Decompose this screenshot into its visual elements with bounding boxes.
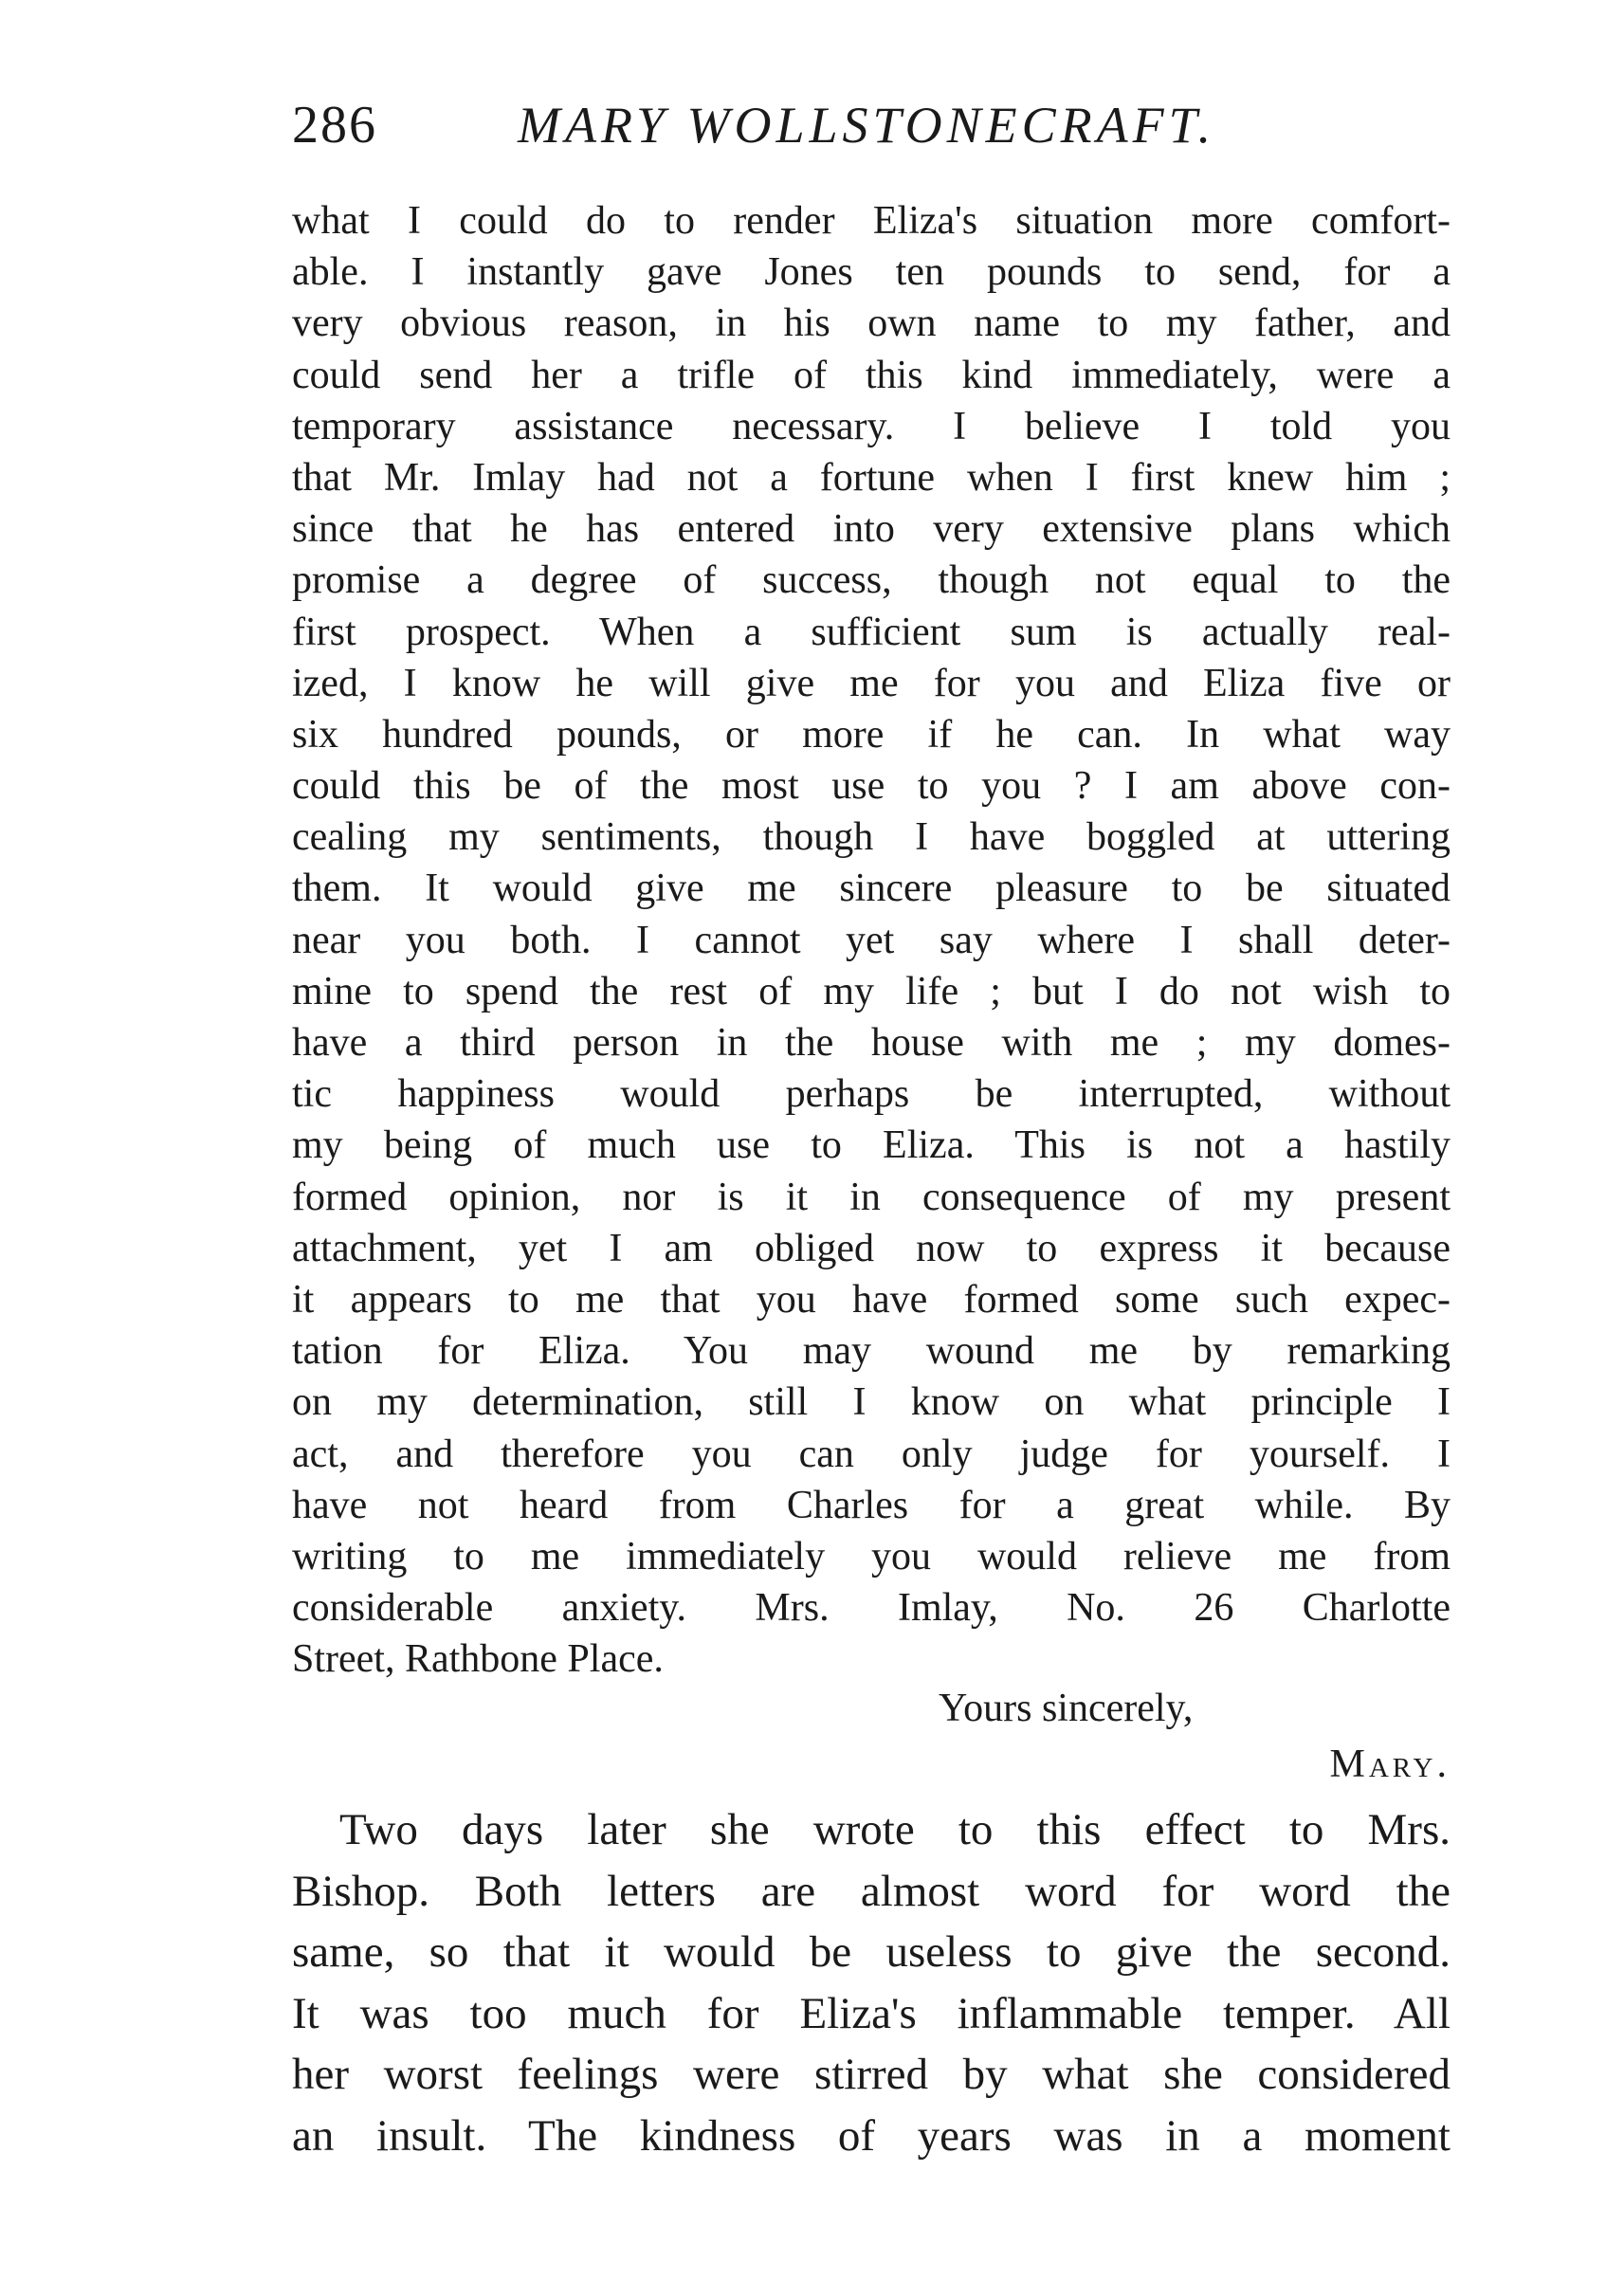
narrative-line: It was too much for Eliza's inflammable temper. All (292, 1988, 1451, 2038)
letter-line: first prospect. When a sufficient sum is actually real- (292, 610, 1451, 654)
narrative-line: her worst feelings were stirred by what she considered (292, 2050, 1451, 2099)
letter-line: act, and therefore you can only judge for yourself. I (292, 1432, 1451, 1476)
letter-line: near you both. I cannot yet say where I shall deter- (292, 918, 1451, 962)
letter-line: tation for Eliza. You may wound me by remarking (292, 1329, 1451, 1374)
letter-line: Street, Rathbone Place. (292, 1637, 664, 1682)
letter-line: formed opinion, nor is it in consequence of my present (292, 1175, 1451, 1219)
letter-line: attachment, yet I am obliged now to express it because (292, 1226, 1451, 1270)
letter-line: my being of much use to Eliza. This is not a hastily (292, 1123, 1451, 1168)
letter-line: tic happiness would perhaps be interrupted, without (292, 1072, 1451, 1117)
letter-line: ized, I know he will give me for you and Eliza five or (292, 661, 1451, 705)
letter-line: it appears to me that you have formed some such expec- (292, 1277, 1451, 1322)
letter-line: six hundred pounds, or more if he can. In what way (292, 712, 1451, 757)
letter-line: considerable anxiety. Mrs. Imlay, No. 26 Charlotte (292, 1586, 1451, 1631)
letter-line: could this be of the most use to you ? I am above con- (292, 764, 1451, 809)
letter-line: temporary assistance necessary. I believe I told you (292, 404, 1451, 448)
running-title: MARY WOLLSTONECRAFT. (518, 97, 1216, 154)
letter-line: very obvious reason, in his own name to my father, and (292, 301, 1451, 346)
letter-line: on my determination, still I know on what principle I (292, 1380, 1451, 1425)
letter-line: could send her a trifle of this kind immediately, were a (292, 353, 1451, 397)
letter-signature: Mary. (1329, 1743, 1451, 1786)
letter-line: have a third person in the house with me ; my domes- (292, 1021, 1451, 1065)
narrative-line: an insult. The kindness of years was in a moment (292, 2110, 1451, 2161)
letter-line: mine to spend the rest of my life ; but I do not wish to (292, 969, 1451, 1013)
page-header (292, 87, 1458, 163)
page-number: 286 (292, 96, 377, 155)
letter-line: them. It would give me sincere pleasure to be situated (292, 867, 1451, 911)
letter-line: what I could do to render Eliza's situation more comfort- (292, 199, 1451, 243)
letter-line: since that he has entered into very extensive plans which (292, 507, 1451, 552)
letter-line: have not heard from Charles for a great while. By (292, 1483, 1451, 1527)
letter-line: cealing my sentiments, though I have boggled at uttering (292, 815, 1451, 860)
letter-line: writing to me immediately you would relieve me from (292, 1534, 1451, 1578)
narrative-line: same, so that it would be useless to give the second. (292, 1927, 1451, 1977)
letter-line: able. I instantly gave Jones ten pounds to send, for a (292, 250, 1451, 295)
narrative-paragraph (292, 1799, 1451, 2166)
letter-line: promise a degree of success, though not equal to the (292, 558, 1451, 603)
narrative-line: Bishop. Both letters are almost word for word the (292, 1866, 1451, 1916)
letter-line: that Mr. Imlay had not a fortune when I first knew him ; (292, 455, 1451, 500)
letter-body (292, 195, 1451, 1685)
narrative-line: Two days later she wrote to this effect to Mrs. (339, 1805, 1451, 1854)
letter-closing: Yours sincerely, (939, 1687, 1194, 1730)
